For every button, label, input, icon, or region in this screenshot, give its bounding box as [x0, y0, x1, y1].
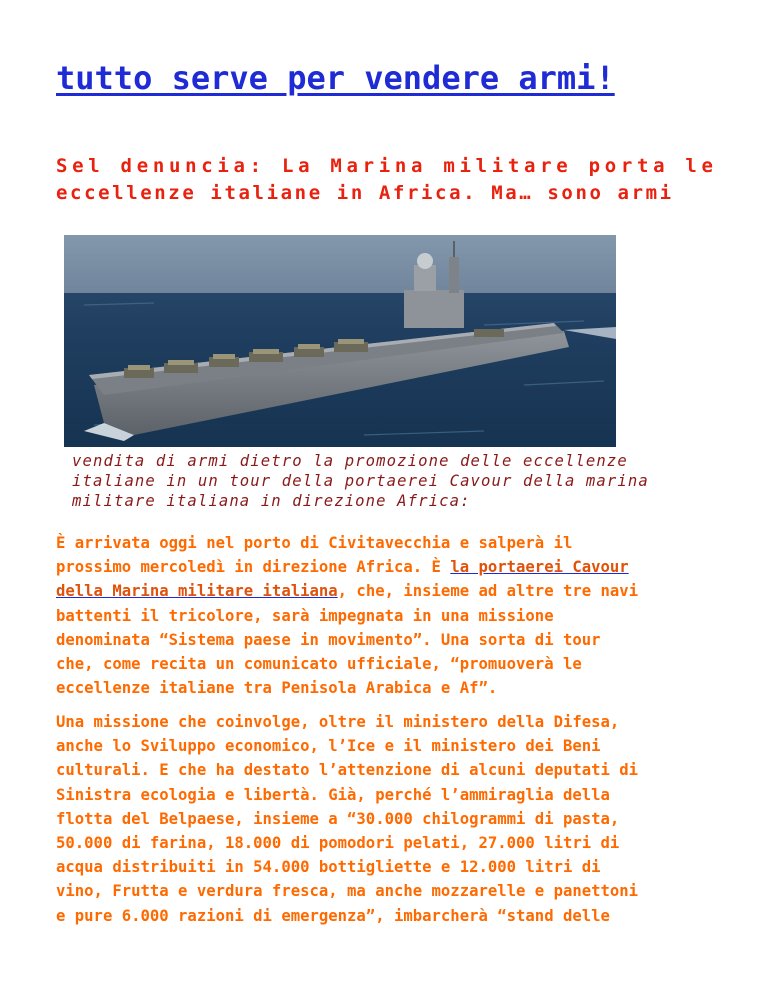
- paragraph-line: e pure 6.000 razioni di emergenza”, imbarcherà “stand delle: [56, 906, 610, 925]
- paragraph-line: 50.000 di farina, 18.000 di pomodori pelati, 27.000 litri di: [56, 834, 620, 853]
- paragraph-text: , che, insieme ad altre tre navi: [337, 582, 639, 601]
- paragraph-line: battenti il tricolore, sarà impegnata in una missione: [56, 606, 554, 625]
- subtitle-line: eccellenze italiane in Africa. Ma… sono armi: [56, 182, 674, 204]
- article-subtitle: [56, 153, 716, 207]
- paragraph-line: eccellenze italiane tra Penisola Arabica e Af”.: [56, 679, 498, 698]
- caption-line: militare italiana in direzione Africa:: [72, 492, 471, 510]
- article-paragraph: [56, 710, 728, 928]
- paragraph-line: Una missione che coinvolge, oltre il ministero della Difesa,: [56, 713, 620, 731]
- article-paragraph: [56, 531, 728, 700]
- cavour-link[interactable]: la portaerei Cavour: [450, 558, 629, 577]
- marina-link[interactable]: della Marina militare italiana: [56, 582, 338, 601]
- caption-line: vendita di armi dietro la promozione delle eccellenze: [72, 452, 628, 470]
- paragraph-line: culturali. E che ha destato l’attenzione di alcuni deputati di: [56, 761, 639, 780]
- paragraph-line: [56, 555, 728, 579]
- paragraph-line: [56, 579, 728, 603]
- paragraph-line: denominata “Sistema paese in movimento”. Una sorta di tour: [56, 630, 601, 649]
- paragraph-line: vino, Frutta e verdura fresca, ma anche mozzarelle e panettoni: [56, 882, 639, 901]
- aircraft-carrier-photo: [64, 235, 616, 447]
- paragraph-line: È arrivata oggi nel porto di Civitavecchia e salperà il: [56, 534, 573, 552]
- paragraph-line: flotta del Belpaese, insieme a “30.000 chilogrammi di pasta,: [56, 809, 620, 828]
- image-caption: [72, 451, 722, 511]
- paragraph-text: prossimo mercoledì in direzione Africa. È: [56, 558, 451, 577]
- paragraph-line: che, come recita un comunicato ufficiale, “promuoverà le: [56, 655, 582, 674]
- paragraph-line: anche lo Sviluppo economico, l’Ice e il ministero dei Beni: [56, 737, 601, 756]
- caption-line: italiane in un tour della portaerei Cavour della marina: [72, 472, 649, 490]
- subtitle-line: Sel denuncia: La Marina militare porta le: [56, 155, 718, 177]
- paragraph-line: acqua distribuiti in 54.000 bottigliette e 12.000 litri di: [56, 858, 601, 877]
- page-title[interactable]: tutto serve per vendere armi!: [56, 59, 615, 97]
- paragraph-line: Sinistra ecologia e libertà. Già, perché l’ammiraglia della: [56, 785, 610, 804]
